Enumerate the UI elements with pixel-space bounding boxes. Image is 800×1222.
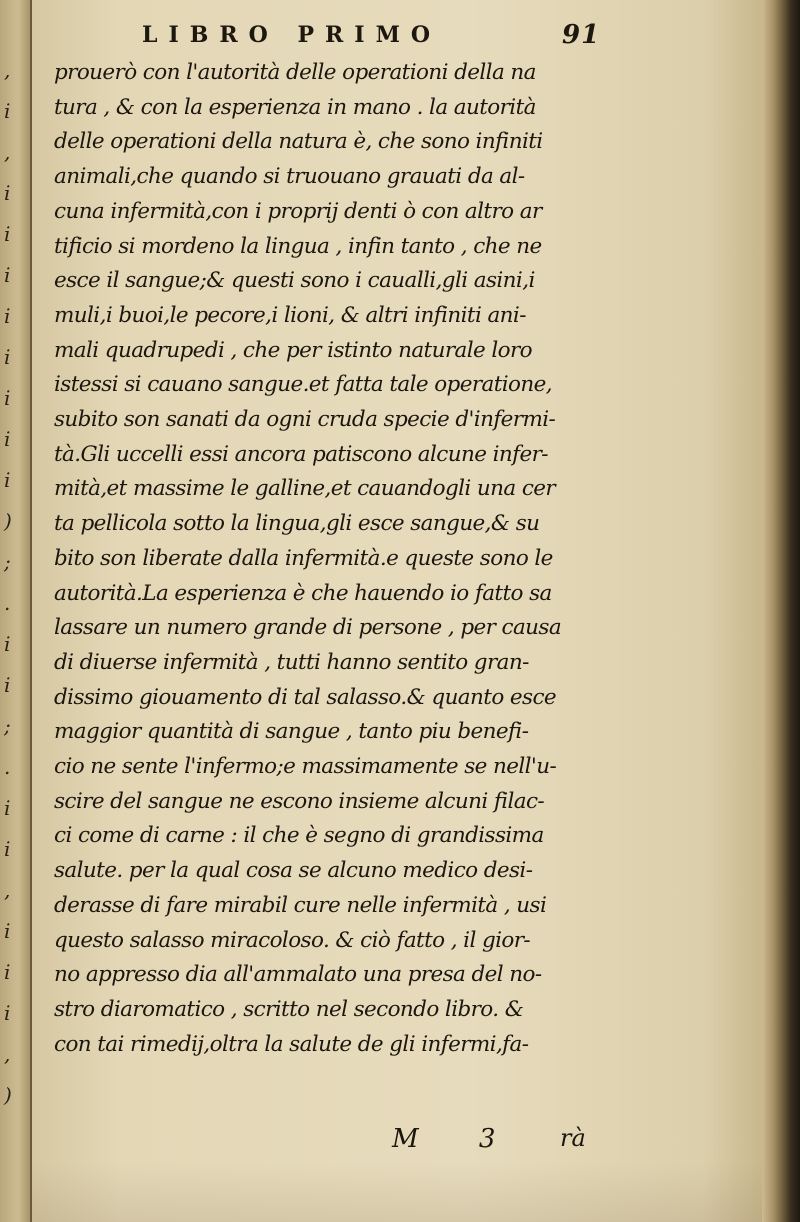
text-line: maggior quantità di sangue , tanto piu benefi-	[54, 719, 529, 745]
text-line: salute. per la qual cosa se alcuno medico desi-	[54, 858, 533, 884]
facing-page-mark: ,	[4, 878, 11, 902]
facing-page-mark: i	[4, 263, 11, 287]
facing-page-mark: i	[4, 960, 11, 984]
text-line: delle operationi della natura è, che sono infiniti	[54, 129, 543, 155]
facing-page-mark: )	[4, 509, 12, 533]
facing-page-mark: i	[4, 468, 11, 492]
text-line: scire del sangue ne escono insieme alcuni filac-	[54, 788, 545, 814]
text-line: muli,i buoi,le pecore,i lioni, & altri infiniti ani-	[54, 302, 526, 328]
facing-page-mark: .	[4, 591, 11, 615]
facing-page-mark: i	[4, 632, 11, 656]
page-header	[142, 22, 662, 56]
text-line: autorità.La esperienza è che hauendo io fatto sa	[54, 580, 552, 606]
facing-page-mark: i	[4, 181, 11, 205]
text-line: dissimo giouamento di tal salasso.& quanto esce	[54, 684, 557, 710]
text-line: bito son liberate dalla infermità.e queste sono le	[54, 545, 553, 571]
facing-page-mark: )	[4, 1083, 12, 1107]
text-line: mità,et massime le galline,et cauandogli una cer	[54, 476, 556, 502]
page-number: 91	[562, 20, 601, 50]
facing-page-edge	[0, 0, 32, 1222]
book-page	[32, 0, 762, 1222]
text-line: cuna infermità,con i proprij denti ò con altro ar	[54, 198, 542, 224]
facing-page-mark: i	[4, 99, 11, 123]
facing-page-mark: ,	[4, 1042, 11, 1066]
text-line: ta pellicola sotto la lingua,gli esce sangue,& su	[54, 511, 540, 537]
facing-page-mark: i	[4, 919, 11, 943]
text-line: di diuerse infermità , tutti hanno sentito gran-	[54, 649, 529, 675]
text-line: tà.Gli uccelli essi ancora patiscono alcune infer-	[54, 441, 548, 467]
facing-page-mark: i	[4, 345, 11, 369]
facing-page-mark: .	[4, 755, 11, 779]
facing-page-mark: i	[4, 796, 11, 820]
facing-page-mark: i	[4, 1001, 11, 1025]
text-line: subito son sanati da ogni cruda specie d'infermi-	[54, 407, 556, 433]
facing-page-mark: ;	[4, 714, 11, 738]
binding-edge	[762, 0, 800, 1222]
facing-page-mark: i	[4, 427, 11, 451]
facing-page-mark: ,	[4, 140, 11, 164]
text-line: tura , & con la esperienza in mano . la autorità	[54, 94, 536, 120]
facing-page-mark: ,	[4, 58, 11, 82]
running-title: LIBRO PRIMO	[142, 22, 442, 48]
facing-page-mark: i	[4, 673, 11, 697]
text-line: no appresso dia all'ammalato una presa del no-	[54, 962, 542, 988]
text-line: cio ne sente l'infermo;e massimamente se nell'u-	[54, 754, 557, 780]
text-line: derasse di fare mirabil cure nelle infermità , usi	[54, 892, 547, 918]
catchword: rà	[560, 1124, 586, 1152]
text-line: con tai rimedij,oltra la salute de gli infermi,fa-	[54, 1031, 529, 1057]
text-line: mali quadrupedi , che per istinto naturale loro	[54, 337, 532, 363]
facing-page-mark: i	[4, 222, 11, 246]
text-line: tificio si mordeno la lingua , infin tanto , che ne	[54, 233, 542, 259]
signature-mark: M 3	[392, 1124, 522, 1154]
facing-page-mark: i	[4, 304, 11, 328]
text-line: animali,che quando si truouano grauati da al-	[54, 164, 525, 190]
page-footer	[32, 1124, 762, 1164]
text-line: stro diaromatico , scritto nel secondo libro. &	[54, 996, 524, 1022]
facing-page-mark: i	[4, 386, 11, 410]
facing-page-mark: ;	[4, 550, 11, 574]
text-line: questo salasso miracoloso. & ciò fatto , il gior-	[54, 927, 531, 953]
text-line: lassare un numero grande di persone , per causa	[54, 615, 562, 641]
text-line: esce il sangue;& questi sono i caualli,gli asini,i	[54, 268, 535, 294]
body-text	[54, 56, 654, 1062]
facing-page-mark: i	[4, 837, 11, 861]
text-line: ci come di carne : il che è segno di grandissima	[54, 823, 544, 849]
text-line: prouerò con l'autorità delle operationi della na	[54, 60, 536, 85]
text-line: istessi si cauano sangue.et fatta tale operatione,	[54, 372, 552, 398]
